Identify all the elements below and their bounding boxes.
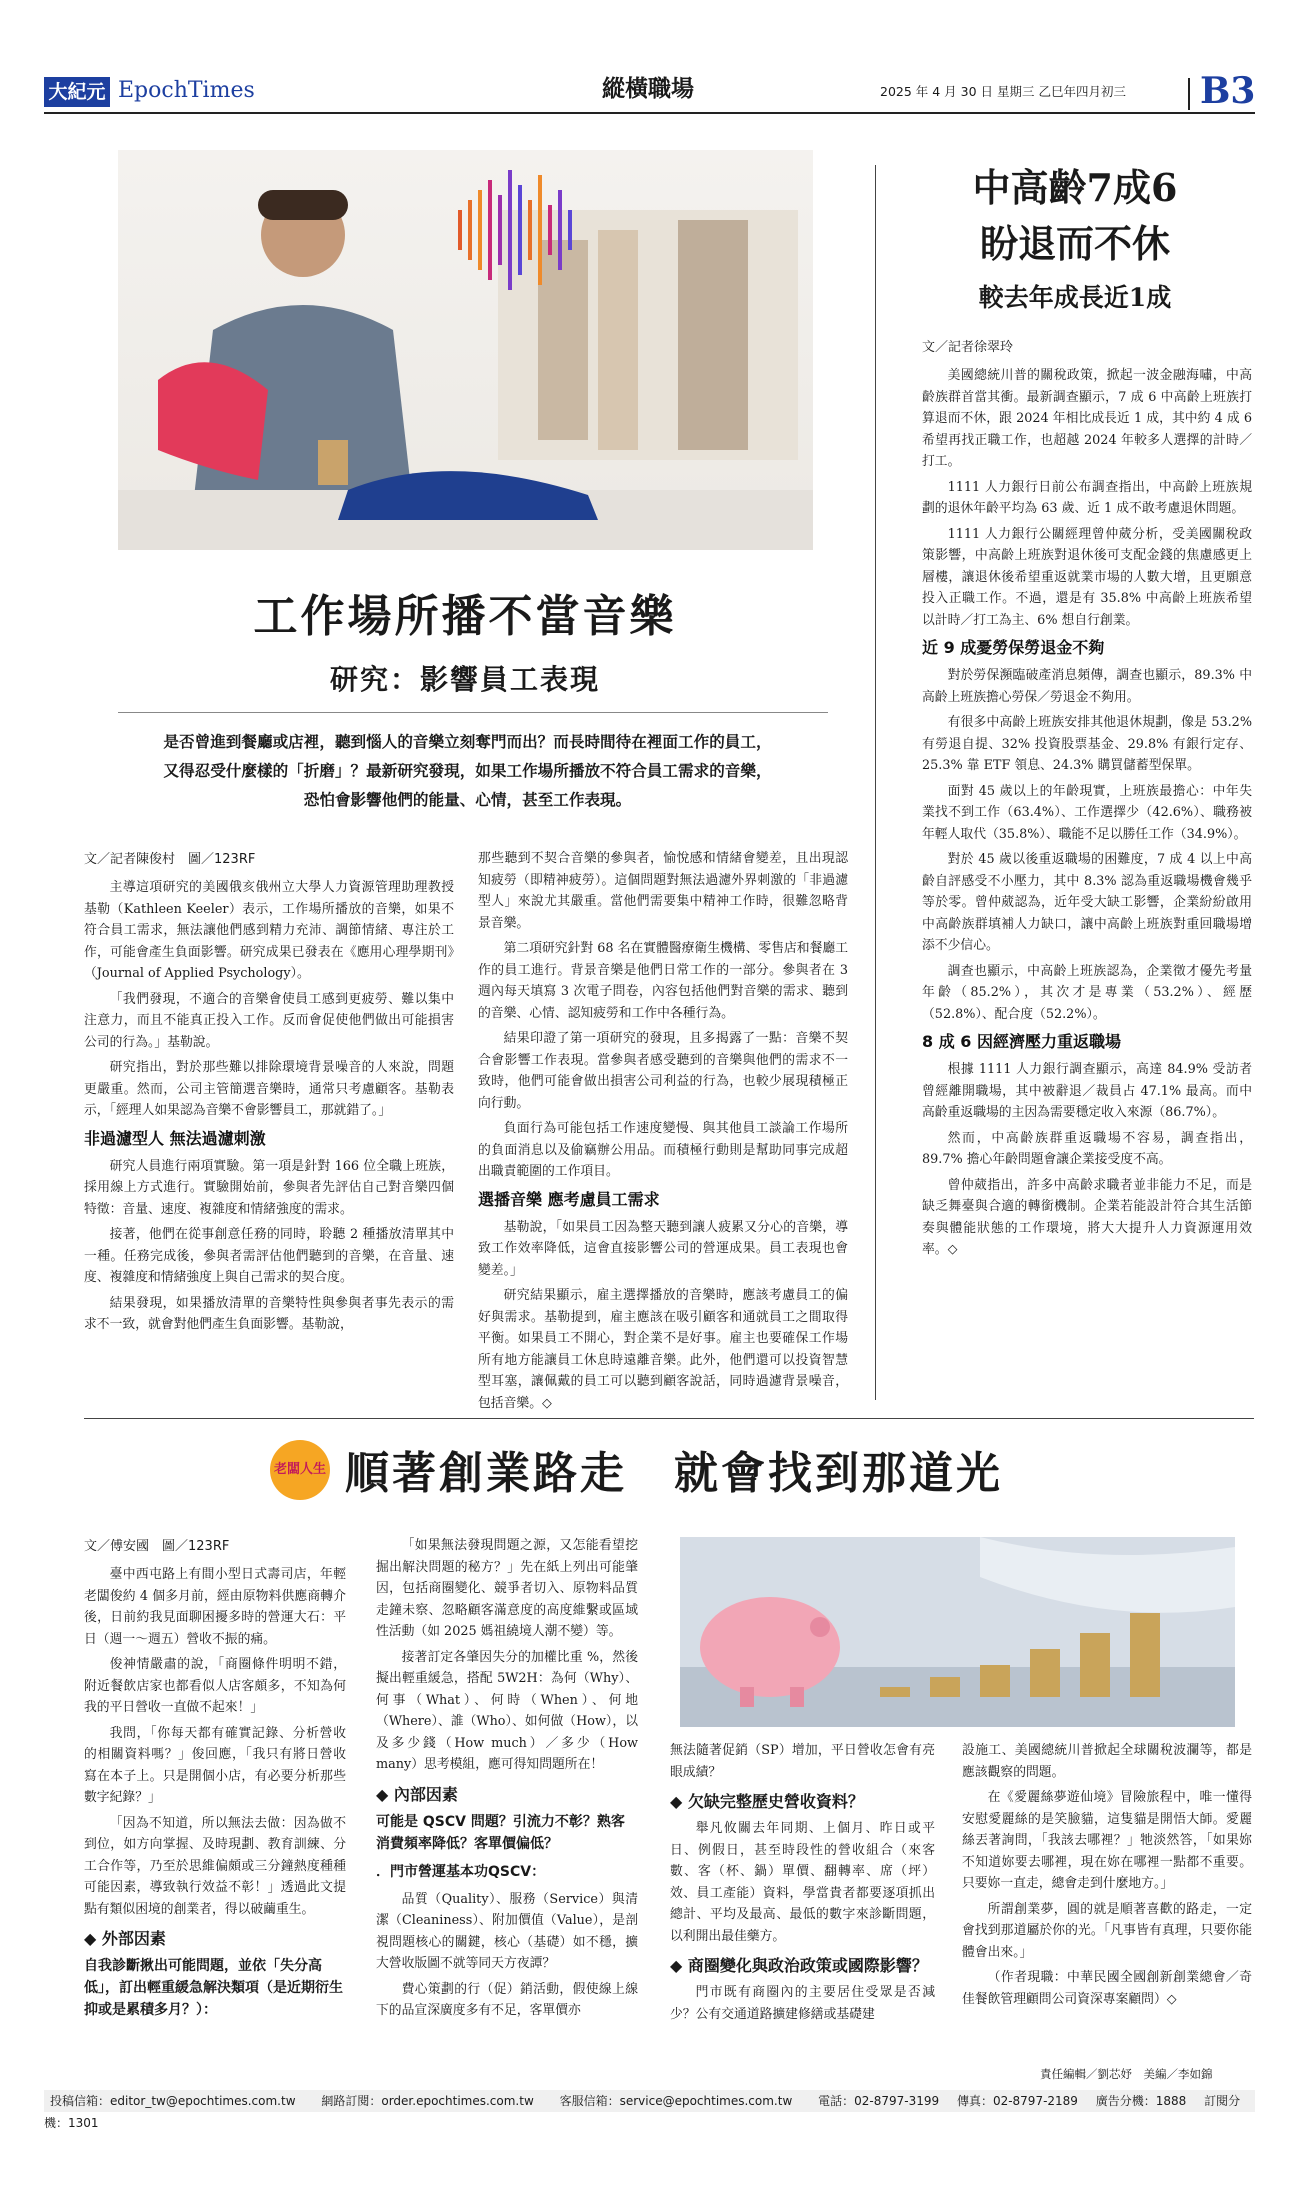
paragraph: 接著，他們在從事創意任務的同時，聆聽 2 種播放清單其中一種。任務完成後，參與者需評估他們聽到的音樂，在音量、速度、複雜度和情緒強度上與自己需求的契合度。	[84, 1227, 454, 1285]
paragraph: 第二項研究針對 68 名在實體醫療衛生機構、零售店和餐廳工作的員工進行。背景音樂是他們日常工作的一部分。參與者在 3 週內每天填寫 3 次電子問卷，內容包括他們對音樂的需求、聽到的音樂、心情、認知疲勞和工作中各種行為。	[478, 941, 848, 1021]
section-title: 縱橫職場	[602, 76, 694, 102]
footer-sub-ext: 訂閱分機：1301	[44, 2094, 1241, 2130]
footer-bar	[44, 2090, 1255, 2130]
lead-line: 恐怕會影響他們的能量、心情，甚至工作表現。	[303, 791, 632, 809]
lead-line: 是否曾進到餐廳或店裡，聽到惱人的音樂立刻奪門而出？而長時間待在裡面工作的員工，	[163, 733, 772, 751]
article-subtitle: 研究：影響員工表現	[329, 663, 600, 696]
paragraph: 負面行為可能包括工作速度變慢、與其他員工談論工作場所的負面消息以及偷竊辦公用品。而積極行動則是幫助同事完成超出職責範圍的工作項目。	[478, 1121, 848, 1179]
article-lead	[105, 728, 830, 815]
bottom-article-title: 順著創業路走 就會找到那道光	[345, 1448, 1003, 1499]
paragraph: 結果發現，如果播放清單的音樂特性與參與者事先表示的需求不一致，就會對他們產生負面影響。基勒說，	[84, 1295, 454, 1332]
column-divider	[875, 165, 876, 1400]
paragraph: 無法隨著促銷（SP）增加，平日營收怎會有亮眼成績？	[670, 1743, 935, 1780]
byline: 文／記者徐翠玲	[922, 340, 1014, 355]
paragraph: 對於勞保瀕臨破產消息頻傳，調查也顯示，89.3% 中高齡上班族擔心勞保／勞退金不夠用。	[922, 668, 1252, 705]
subhead: 近 9 成憂勞保勞退金不夠	[922, 638, 1105, 657]
paragraph: 美國總統川普的關稅政策，掀起一波金融海嘯，中高齡族群首當其衝。最新調查顯示，7 成 6 中高齡上班族打算退而不休，跟 2024 年相比成長近 1 成，其中約 4 成 6 希望再找正職工作，也超越 2024 年較多人選擇的計時／打工。	[922, 368, 1252, 469]
bullet-heading: ◆ 外部因素	[84, 1929, 166, 1948]
side-article-subtitle: 較去年成長近1成	[978, 283, 1172, 312]
paragraph: （作者現職：中華民國全國創新創業總會／奇佳餐飲管理顧問公司資深專案顧問）◇	[962, 1970, 1252, 2007]
bold-paragraph: ．門市營運基本功QSCV：	[376, 1863, 546, 1880]
byline: 文／傅安國 圖／123RF	[84, 1539, 230, 1554]
subhead: 非過濾型人 無法過濾刺激	[84, 1128, 266, 1148]
paragraph: 主導這項研究的美國俄亥俄州立大學人力資源管理助理教授基勒（Kathleen Keeler）表示，工作場所播放的音樂，如果不符合員工需求，無法讓他們感到精力充沛、調節情緒、專注於工作，可能會產生負面影響。研究成果已發表在《應用心理學期刊》（Journal of Applied Psychology）。	[84, 880, 454, 981]
article-column-1	[84, 848, 454, 1340]
bottom-column-2	[376, 1535, 638, 2026]
side-title-line: 盼退而不休	[979, 221, 1170, 266]
bottom-column-4	[962, 1740, 1252, 2014]
paragraph: 臺中西屯路上有間小型日式壽司店，年輕老闆俊約 4 個多月前，經由原物料供應商轉介後，日前約我見面聊困擾多時的營運大石：平日（週一～週五）營收不振的痛。	[84, 1567, 346, 1647]
page-number: B3	[1200, 70, 1256, 112]
article-column-2	[478, 848, 848, 1418]
paragraph: 結果印證了第一項研究的發現，且多揭露了一點：音樂不契合會影響工作表現。當參與者感受聽到的音樂與他們的需求不一致時，他們可能會做出損害公司利益的行為，也較少展現積極正向行動。	[478, 1031, 848, 1111]
paragraph: 1111 人力銀行公關經理曾仲葳分析，受美國關稅政策影響，中高齡上班族對退休後可支配金錢的焦慮感更上層樓，讓退休後希望重返就業市場的人數大增，且更願意投入正職工作。不過，還是有 35.8% 中高齡上班族希望以計時／打工為主、6% 想自行創業。	[922, 526, 1252, 628]
footer-fax: 傳真：02-8797-2189	[956, 2094, 1078, 2108]
bold-paragraph: 可能是 QSCV 問題？引流力不彰？熟客消費頻率降低？客單價偏低？	[376, 1813, 625, 1852]
paragraph: 1111 人力銀行日前公布調查指出，中高齡上班族規劃的退休年齡平均為 63 歲、近 1 成不敢考慮退休問題。	[922, 479, 1252, 516]
subhead: 8 成 6 因經濟壓力重返職場	[922, 1032, 1121, 1051]
header-divider	[1188, 78, 1190, 110]
paragraph: 俊神情嚴肅的說，「商圈條件明明不錯，附近餐飲店家也都看似人店客頗多，不知為何我的平日營收一直做不起來！」	[84, 1657, 346, 1715]
side-article-body	[922, 336, 1252, 1265]
bullet-heading: ◆ 內部因素	[376, 1784, 458, 1804]
paragraph: 費心策劃的行（促）銷活動，假使線上線下的品宣深廣度多有不足，客單價亦	[376, 1981, 638, 2018]
footer-phone: 電話：02-8797-3199	[818, 2094, 940, 2108]
paragraph: 「因為不知道，所以無法去做：因為做不到位，如方向掌握、及時現劃、教育訓練、分工合作等，乃至於思維偏頗或三分鐘熱度種種可能因素，導致執行效益不彰！」透過此文提點有類似困境的創業者，得以破繭重生。	[84, 1815, 346, 1917]
paragraph: 對於 45 歲以後重返職場的困難度，7 成 4 以上中高齡自評感受不小壓力，其中 8.3% 認為重返職場機會幾乎等於零。曾仲葳認為，近年受大缺工影響，企業紛紛啟用中高齡族群填補人力缺口，讓中高齡上班族對重回職場增添不少信心。	[922, 852, 1252, 953]
bullet-heading: ◆ 欠缺完整歷史營收資料？	[670, 1792, 864, 1811]
piggy-bank-photo	[680, 1537, 1235, 1727]
paragraph: 然而，中高齡族群重返職場不容易，調查指出，89.7% 擔心年齡問題會讓企業接受度不高。	[922, 1130, 1252, 1167]
paragraph: 在《愛麗絲夢遊仙境》冒險旅程中，唯一懂得安慰愛麗絲的是笑臉貓，這隻貓是開悟大師。愛麗絲丟著詢問，「我該去哪裡？」牠淡然答，「如果妳不知道妳要去哪裡，現在妳在哪裡一點都不重要。只要妳一直走，總會走到什麼地方。」	[962, 1790, 1252, 1891]
column-badge: 老闆人生	[270, 1440, 330, 1500]
logo-mark: 大紀元	[44, 77, 110, 107]
side-article-title	[895, 160, 1255, 272]
editor-credits: 責任編輯／劉芯妤 美編／李如錦	[1040, 2067, 1213, 2081]
footer-ad-ext: 廣告分機：1888	[1095, 2094, 1187, 2108]
paragraph: 接著訂定各肇因失分的加權比重 %，然後擬出輕重緩急，搭配 5W2H：為何（Why）、何事（What）、何時（When）、何地（Where）、誰（Who）、如何做（How），以及多少錢（How much）／多少（How many）思考模組，應可得知問題所在！	[376, 1649, 638, 1772]
lead-rule-top	[118, 712, 828, 713]
bold-paragraph: 自我診斷揪出可能問題，並依「失分高低」，訂出輕重緩急解決類項（是近期衍生抑或是累積多月？）：	[84, 1958, 343, 2018]
lead-line: 又得忍受什麼樣的「折磨」？最新研究發現，如果工作場所播放不符合員工需求的音樂，	[163, 762, 772, 780]
header-rule	[44, 112, 1255, 114]
logo-wordmark: EpochTimes	[118, 78, 255, 103]
paragraph: 研究人員進行兩項實驗。第一項是針對 166 位全職上班族，採用線上方式進行。實驗開始前，參與者先評估自己對音樂四個特徵：音量、速度、複雜度和情緒強度的需求。	[84, 1158, 454, 1217]
paragraph: 基勒說，「如果員工因為整天聽到讓人疲累又分心的音樂，導致工作效率降低，這會直接影響公司的營運成果。員工表現也會變差。」	[478, 1219, 848, 1278]
paragraph: 我問，「你每天都有確實記錄、分析營收的相關資料嗎？」俊回應，「我只有將日營收寫在本子上。只是開個小店，有必要分析那些數字紀錄？」	[84, 1725, 346, 1805]
article-title: 工作場所播不當音樂	[253, 591, 677, 642]
paragraph: 根據 1111 人力銀行調查顯示，高達 84.9% 受訪者曾經離開職場，其中被辭退／裁員占 47.1% 最高。而中高齡重返職場的主因為需要穩定收入來源（86.7%）。	[922, 1062, 1252, 1120]
bottom-column-3	[670, 1740, 935, 2029]
footer-service-email[interactable]: 客服信箱：service@epochtimes.com.tw	[559, 2094, 793, 2108]
paragraph: 品質（Quality）、服務（Service）與清潔（Cleaniness）、附加價值（Value），是剖視問題核心的關鍵，核心（基礎）如不穩，擴大營收版圖不就等同天方夜譚？	[376, 1891, 638, 1971]
paragraph: 舉凡攸關去年同期、上個月、昨日或平日、例假日，甚至時段性的營收組合（來客數、客（杯、鍋）單價、翻轉率、席（坪）效、員工產能）資料，學當貴者都要逐項抓出總計、平均及最高、最低的數字來診斷問題，以利開出最佳藥方。	[670, 1821, 935, 1944]
bullet-heading: ◆ 商圈變化與政治政策或國際影響？	[670, 1956, 928, 1975]
paragraph: 有很多中高齡上班族安排其他退休規劃，像是 53.2% 有勞退自提、32% 投資股票基金、29.8% 有銀行定存、25.3% 靠 ETF 領息、24.3% 購買儲蓄型保單。	[922, 715, 1252, 773]
footer-submit-email[interactable]: 投稿信箱：editor_tw@epochtimes.com.tw	[50, 2094, 296, 2108]
side-title-line: 中高齡7成6	[972, 165, 1178, 210]
subhead: 選播音樂 應考慮員工需求	[478, 1189, 660, 1209]
paragraph: 調查也顯示，中高齡上班族認為，企業徵才優先考量年齡（85.2%），其次才是專業（53.2%）、經歷（52.8%）、配合度（52.2%）。	[922, 963, 1252, 1022]
footer-order-link[interactable]: 網路訂閱：order.epochtimes.com.tw	[321, 2094, 534, 2108]
paragraph: 所謂創業夢，圓的就是順著喜歡的路走，一定會找到那道屬於你的光。「凡事皆有真理，只要你能體會出來。」	[962, 1901, 1252, 1960]
paragraph: 研究指出，對於那些難以排除環境背景噪音的人來說，問題更嚴重。然而，公司主管簡選音樂時，通常只考慮顧客。基勒表示，「經理人如果認為音樂不會影響員工，那就錯了。」	[84, 1060, 454, 1118]
issue-date: 2025 年 4 月 30 日 星期三 乙巳年四月初三	[880, 84, 1126, 99]
paragraph: 「我們發現，不適合的音樂會使員工感到更疲勞、難以集中注意力，而且不能真正投入工作。反而會促使他們做出可能損害公司的行為。」基勒說。	[84, 991, 454, 1050]
bottom-column-1	[84, 1535, 346, 2027]
paragraph: 那些聽到不契合音樂的參與者，愉悅感和情緒會變差，且出現認知疲勞（即精神疲勞）。這個問題對無法過濾外界刺激的「非過濾型人」來說尤其嚴重。當他們需要集中精神工作時，很難忽略背景音樂。	[478, 851, 848, 931]
paragraph: 曾仲葳指出，許多中高齡求職者並非能力不足，而是缺乏舞臺與合適的轉銜機制。企業若能設計符合其生活節奏與體能狀態的工作環境，將大大提升人力資源運用效率。◇	[922, 1177, 1252, 1257]
paragraph: 設施工、美國總統川普掀起全球關稅波瀾等，都是應該觀察的問題。	[962, 1743, 1252, 1780]
paragraph: 研究結果顯示，雇主選擇播放的音樂時，應該考慮員工的偏好與需求。基勒提到，雇主應該在吸引顧客和通就員工之間取得平衡。如果員工不開心，對企業不是好事。雇主也要確保工作場所有地方能讓員工休息時遠離音樂。此外，他們還可以投資智慧型耳塞，讓佩戴的員工可以聽到顧客說話，同時過濾背景噪音，包括音樂。◇	[478, 1288, 848, 1411]
paragraph: 門市既有商圈內的主要居住受眾是否減少？公有交通道路擴建修繕或基礎建	[670, 1985, 935, 2022]
paragraph: 面對 45 歲以上的年齡現實，上班族最擔心：中年失業找不到工作（63.4%）、工作選擇少（42.6%）、職務被年輕人取代（35.8%）、職能不足以勝任工作（34.9%）。	[922, 783, 1252, 842]
section-divider	[84, 1418, 1254, 1419]
byline: 文／記者陳俊村 圖／123RF	[84, 852, 256, 867]
hero-photo	[118, 150, 813, 550]
paragraph: 「如果無法發現問題之源，又怎能看望挖掘出解決問題的秘方？」先在紙上列出可能肇因，包括商圈變化、競爭者切入、原物料品質走鐘未察、忽略顧客滿意度的高度維繫或區域性活動（如 2025 媽祖繞境人潮不變）等。	[376, 1538, 638, 1639]
